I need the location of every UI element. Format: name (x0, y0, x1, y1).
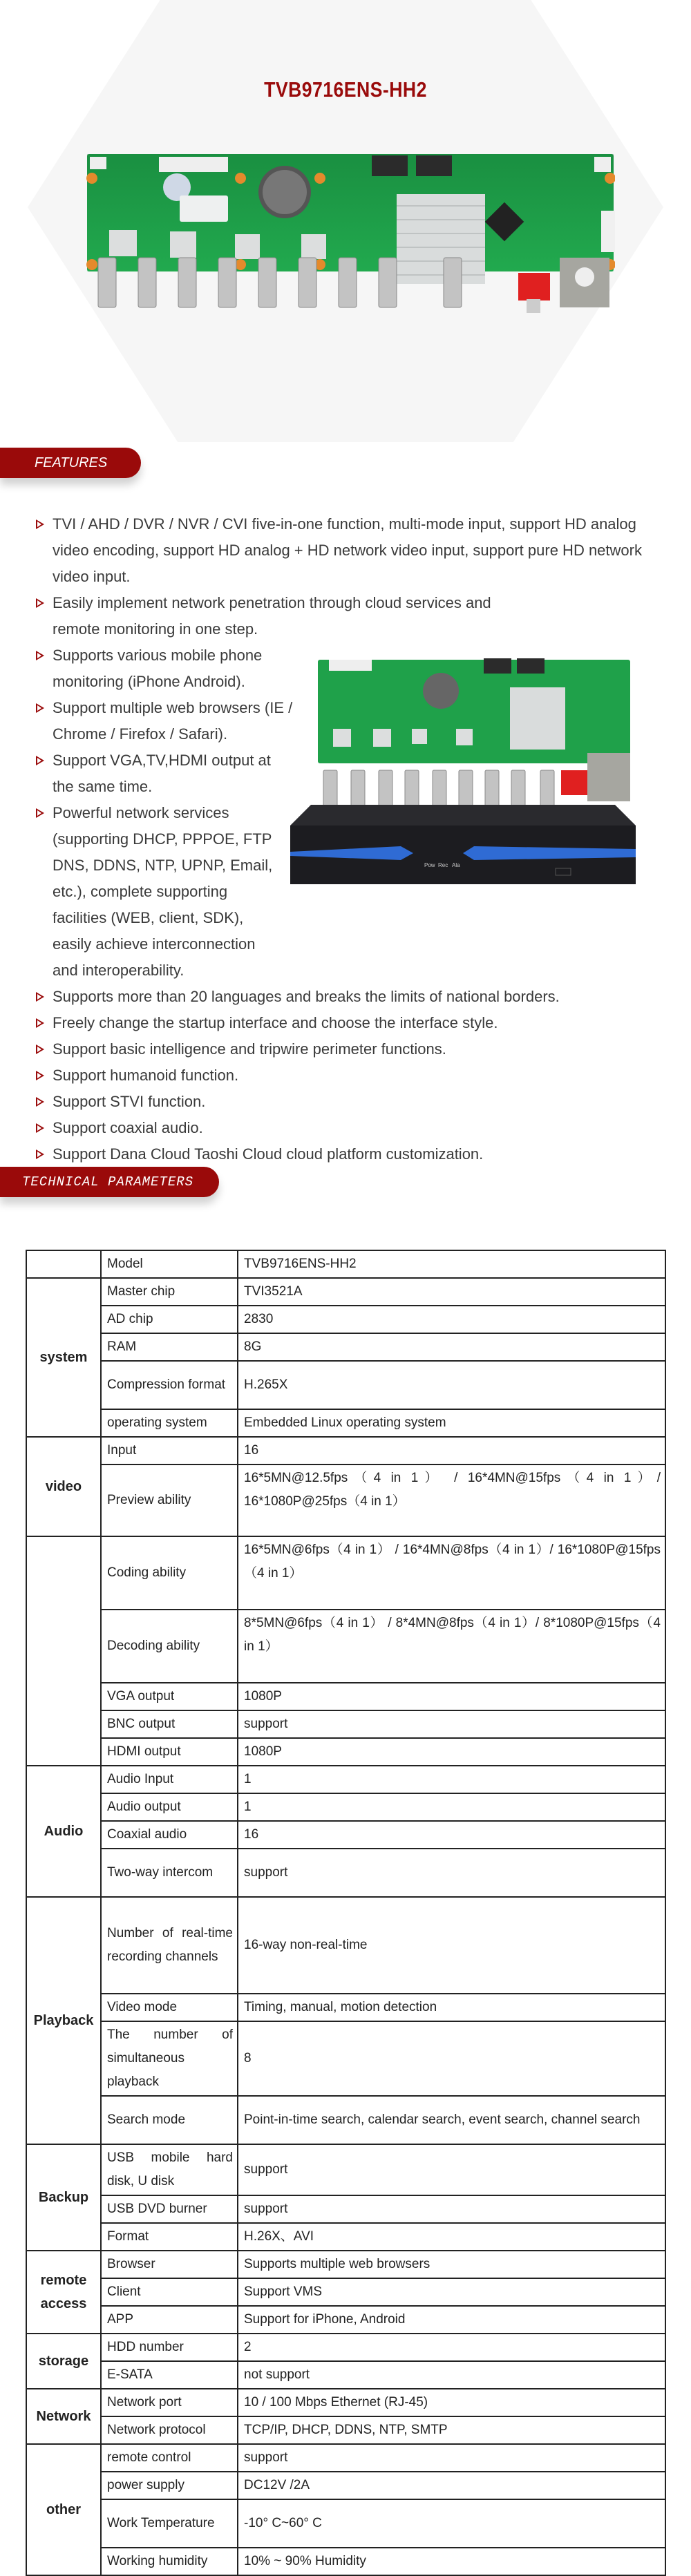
table-row (26, 2361, 665, 2389)
table-row (26, 1994, 665, 2021)
triangle-arrow-icon (36, 519, 44, 529)
table-row (26, 2334, 665, 2361)
param-key: BNC output (101, 1710, 238, 1738)
param-key: Working humidity (101, 2548, 238, 2575)
param-value: 10 / 100 Mbps Ethernet (RJ-45) (238, 2389, 665, 2416)
param-value: 1 (238, 1793, 665, 1821)
table-row (26, 1464, 665, 1536)
param-key: Master chip (101, 1278, 238, 1306)
param-value: 8G (238, 1333, 665, 1361)
table-row (26, 2306, 665, 2334)
feature-item: Easily implement network penetration through cloud services and remote monitoring in one step. (33, 590, 517, 642)
param-key: Search mode (101, 2096, 238, 2144)
param-key: HDMI output (101, 1738, 238, 1766)
group-cell-video-continued (26, 1536, 101, 1766)
rec-led-label: Rec (438, 862, 448, 868)
feature-item: Support VGA,TV,HDMI output at the same time. (33, 747, 296, 800)
product-title: TVB9716ENS-HH2 (264, 77, 427, 102)
group-label-backup: Backup (26, 2144, 101, 2251)
param-value: Supports multiple web browsers (238, 2251, 665, 2278)
table-row (26, 2389, 665, 2416)
param-key: Decoding ability (101, 1610, 238, 1683)
param-value: 10% ~ 90% Humidity (238, 2548, 665, 2575)
param-key: Network port (101, 2389, 238, 2416)
param-key: Audio output (101, 1793, 238, 1821)
group-label-video: video (26, 1437, 101, 1536)
feature-item: Powerful network services (supporting DHCP, PPPOE, FTP DNS, DDNS, NTP, UPNP, Email, etc.), complete supporting facilities (WEB, client, SDK), easily achieve interconnection and interoperability. (33, 800, 655, 984)
triangle-arrow-icon (36, 1071, 44, 1080)
table-row (26, 1897, 665, 1994)
table-row (26, 2223, 665, 2251)
param-key: Preview ability (101, 1464, 238, 1536)
param-value: H.26X、AVI (238, 2223, 665, 2251)
table-row (26, 2195, 665, 2223)
group-label-system: system (26, 1278, 101, 1437)
param-key: The number of simultaneous playback (101, 2021, 238, 2096)
table-row (26, 1710, 665, 1738)
triangle-arrow-icon (36, 1018, 44, 1028)
param-value: TCP/IP, DHCP, DDNS, NTP, SMTP (238, 2416, 665, 2444)
param-key: E-SATA (101, 2361, 238, 2389)
param-key: APP (101, 2306, 238, 2334)
feature-item: Support Dana Cloud Taoshi Cloud cloud platform customization. (33, 1141, 655, 1167)
param-key: Audio Input (101, 1766, 238, 1793)
param-value: 16*5MN@6fps（4 in 1） / 16*4MN@8fps（4 in 1）/ 16*1080P@15fps（4 in 1） (238, 1536, 665, 1610)
triangle-arrow-icon (36, 703, 44, 713)
group-label-playback: Playback (26, 1897, 101, 2144)
param-value: 16*5MN@12.5fps（4 in 1） / 16*4MN@15fps（4 in 1）/ 16*1080P@25fps（4 in 1） (238, 1464, 665, 1536)
feature-item: Supports various mobile phone monitoring (iPhone Android). (33, 642, 296, 695)
param-value: 1 (238, 1766, 665, 1793)
param-value: 16 (238, 1821, 665, 1849)
table-row (26, 2472, 665, 2499)
param-key: Number of real-time recording channels (101, 1897, 238, 1994)
table-row (26, 1361, 665, 1409)
param-key: HDD number (101, 2334, 238, 2361)
param-key: USB DVD burner (101, 2195, 238, 2223)
table-row (26, 2416, 665, 2444)
triangle-arrow-icon (36, 1044, 44, 1054)
group-cell-empty (26, 1250, 101, 1278)
triangle-arrow-icon (36, 992, 44, 1002)
triangle-arrow-icon (36, 651, 44, 660)
param-value: support (238, 1849, 665, 1897)
param-value: Embedded Linux operating system (238, 1409, 665, 1437)
param-key: Compression format (101, 1361, 238, 1409)
feature-item: Support humanoid function. (33, 1062, 655, 1089)
triangle-arrow-icon (36, 1097, 44, 1107)
param-value: DC12V /2A (238, 2472, 665, 2499)
table-row (26, 2096, 665, 2144)
param-key: power supply (101, 2472, 238, 2499)
table-row (26, 1536, 665, 1610)
table-row (26, 2144, 665, 2195)
table-row (26, 1437, 665, 1464)
param-value: 8*5MN@6fps（4 in 1） / 8*4MN@8fps（4 in 1）/ 8*1080P@15fps（4 in 1） (238, 1610, 665, 1683)
param-key: Input (101, 1437, 238, 1464)
group-label-storage: storage (26, 2334, 101, 2389)
param-value: -10° C~60° C (238, 2499, 665, 2548)
feature-item: TVI / AHD / DVR / NVR / CVI five-in-one function, multi-mode input, support HD analog video encoding, support HD analog + HD network video input, support pure HD network video input. (33, 511, 655, 590)
param-value: Support for iPhone, Android (238, 2306, 665, 2334)
param-value: TVB9716ENS-HH2 (238, 1250, 665, 1278)
ala-led-label: Ala (452, 862, 460, 868)
table-row (26, 1821, 665, 1849)
param-key: Coding ability (101, 1536, 238, 1610)
triangle-arrow-icon (36, 1149, 44, 1159)
param-value: 16-way non-real-time (238, 1897, 665, 1994)
param-key: Two-way intercom (101, 1849, 238, 1897)
param-key: Video mode (101, 1994, 238, 2021)
table-row (26, 1610, 665, 1683)
param-value: 16 (238, 1437, 665, 1464)
spec-table (26, 1250, 666, 2576)
feature-item: Support STVI function. (33, 1089, 655, 1115)
param-value: not support (238, 2361, 665, 2389)
table-row (26, 2499, 665, 2548)
param-value: Support VMS (238, 2278, 665, 2306)
param-key: remote control (101, 2444, 238, 2472)
param-key: RAM (101, 1333, 238, 1361)
param-key: operating system (101, 1409, 238, 1437)
param-value: Timing, manual, motion detection (238, 1994, 665, 2021)
features-heading: FEATURES (0, 448, 141, 478)
param-key: Model (101, 1250, 238, 1278)
group-label-remote-access: remote access (26, 2251, 101, 2334)
table-row (26, 1766, 665, 1793)
pow-led-label: Pow (424, 862, 435, 868)
table-row (26, 2444, 665, 2472)
triangle-arrow-icon (36, 756, 44, 765)
param-key: USB mobile hard disk, U disk (101, 2144, 238, 2195)
param-value: H.265X (238, 1361, 665, 1409)
param-key: Work Temperature (101, 2499, 238, 2548)
param-value: support (238, 2144, 665, 2195)
feature-item: Support basic intelligence and tripwire perimeter functions. (33, 1036, 655, 1062)
triangle-arrow-icon (36, 808, 44, 818)
table-row (26, 1683, 665, 1710)
pcb-board-image (82, 154, 615, 316)
param-value: 1080P (238, 1738, 665, 1766)
param-key: Client (101, 2278, 238, 2306)
table-row (26, 2278, 665, 2306)
param-key: Browser (101, 2251, 238, 2278)
feature-item: Supports more than 20 languages and breaks the limits of national borders. (33, 984, 655, 1010)
triangle-arrow-icon (36, 598, 44, 608)
table-row (26, 1333, 665, 1361)
param-value: 1080P (238, 1683, 665, 1710)
param-key: Format (101, 2223, 238, 2251)
param-value: support (238, 1710, 665, 1738)
dvr-product-image (283, 639, 691, 898)
table-row (26, 2548, 665, 2575)
group-label-audio: Audio (26, 1766, 101, 1897)
param-key: AD chip (101, 1306, 238, 1333)
param-value: Point-in-time search, calendar search, event search, channel search (238, 2096, 665, 2144)
param-value: TVI3521A (238, 1278, 665, 1306)
table-row (26, 1278, 665, 1306)
table-row (26, 1738, 665, 1766)
feature-item: Freely change the startup interface and choose the interface style. (33, 1010, 655, 1036)
triangle-arrow-icon (36, 1123, 44, 1133)
param-key: Network protocol (101, 2416, 238, 2444)
table-row (26, 1849, 665, 1897)
group-label-network: Network (26, 2389, 101, 2444)
group-label-other: other (26, 2444, 101, 2575)
param-key: VGA output (101, 1683, 238, 1710)
table-row (26, 1250, 665, 1278)
table-row (26, 2021, 665, 2096)
table-row (26, 1793, 665, 1821)
table-row (26, 1409, 665, 1437)
table-row (26, 2251, 665, 2278)
technical-parameters-heading: TECHNICAL PARAMETERS (0, 1167, 219, 1197)
hero-banner (0, 0, 691, 442)
feature-item: Support multiple web browsers (IE / Chrome / Firefox / Safari). (33, 695, 296, 747)
table-row (26, 1306, 665, 1333)
param-value: 2 (238, 2334, 665, 2361)
param-value: 8 (238, 2021, 665, 2096)
param-key: Coaxial audio (101, 1821, 238, 1849)
feature-item: Support coaxial audio. (33, 1115, 655, 1141)
param-value: support (238, 2444, 665, 2472)
param-value: 2830 (238, 1306, 665, 1333)
param-value: support (238, 2195, 665, 2223)
